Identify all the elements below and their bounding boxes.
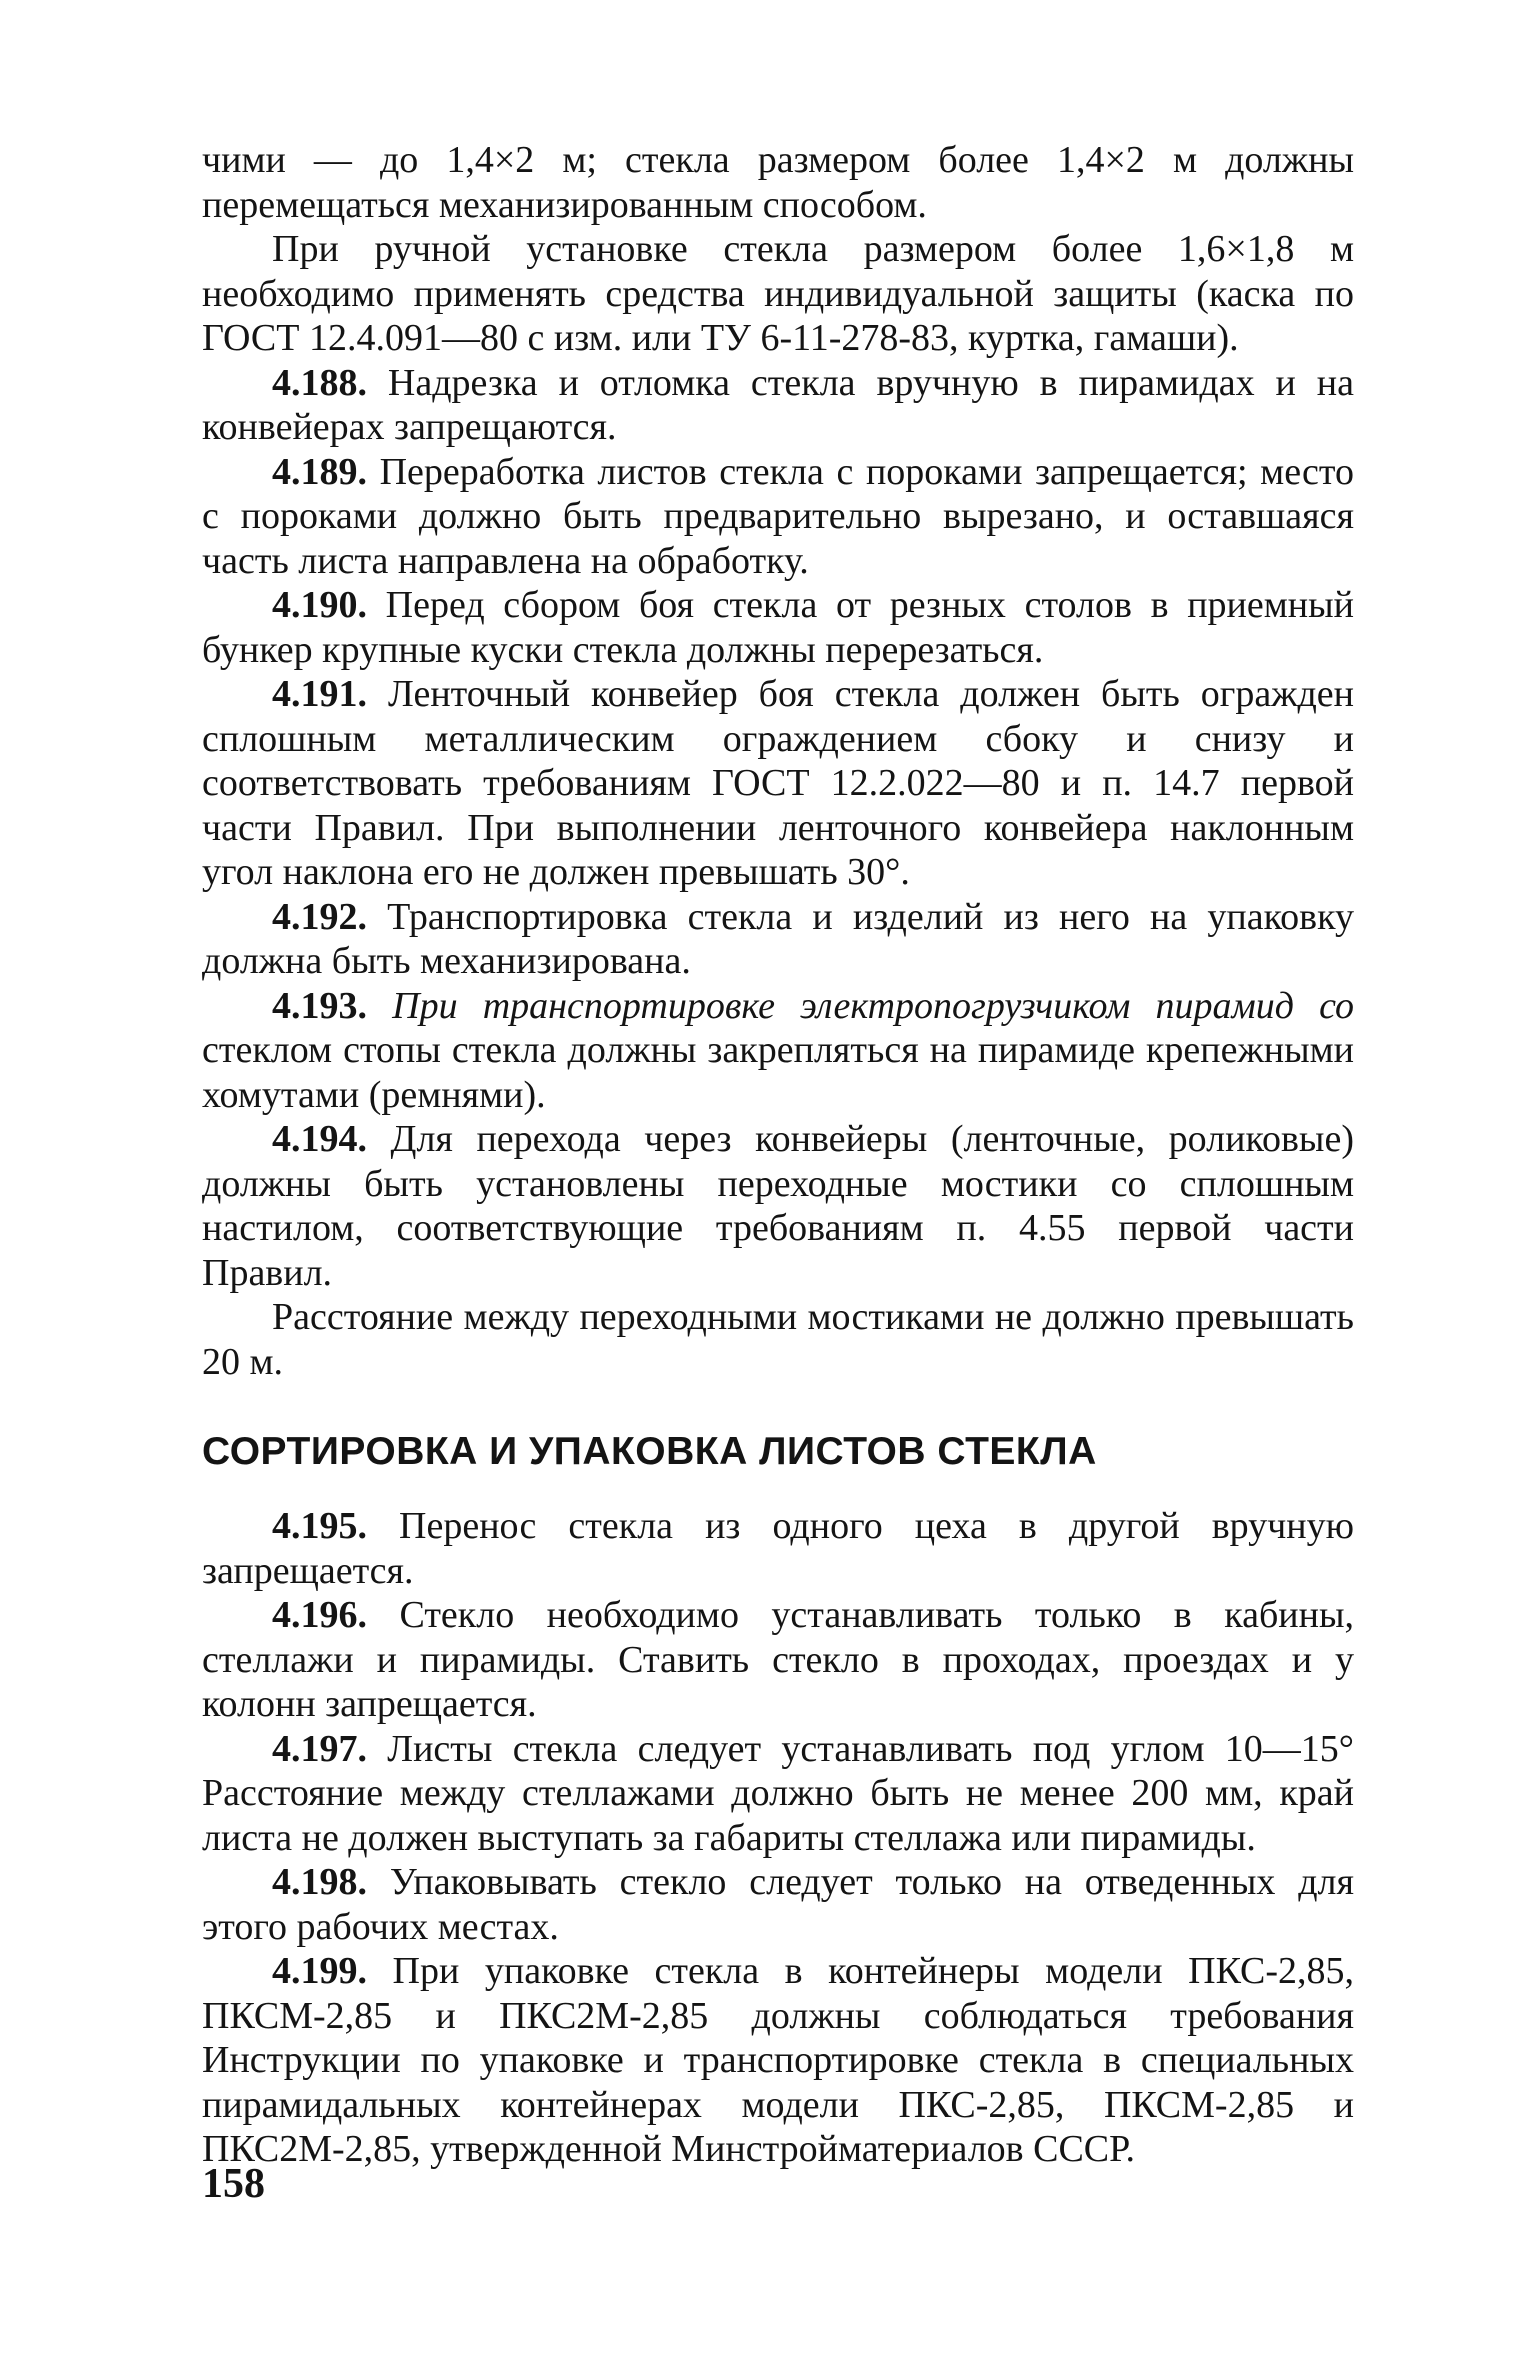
clause-number: 4.193. [272,984,367,1027]
clause-text: Перед сбором боя стекла от резных столов в приемный бункер крупные куски стекла должны перерезаться. [202,584,1354,671]
clause-number: 4.189. [272,450,367,493]
clause-4-195 [202,1504,1354,1593]
clause-number: 4.190. [272,584,367,626]
intro-paragraph-1: чими — до 1,4×2 м; стекла размером более 1,4×2 м должны перемещаться механизированным способом. [202,139,1354,226]
clause-italic-text: При транспортировке электропогрузчиком пирамид со [367,984,1354,1027]
clause-number: 4.188. [272,361,367,404]
clause-4-193 [202,984,1354,1118]
clause-text: Переработка листов стекла с пороками запрещается; место с пороками должно быть предварительно вырезано, и оставшаяся часть листа направлена на обработку. [202,450,1354,582]
clause-number: 4.199. [272,1950,367,1992]
clause-number: 4.194. [272,1118,367,1160]
clause-text: Транспортировка стекла и изделий из него на упаковку должна быть механизирована. [202,895,1354,982]
clause-4-192 [202,895,1354,984]
clause-number: 4.198. [272,1861,367,1903]
clause-4-188 [202,361,1354,450]
clause-text: Перенос стекла из одного цеха в другой вручную запрещается. [202,1505,1354,1592]
page-body [202,138,1354,2172]
clause-4-197 [202,1727,1354,1861]
clause-4-189 [202,450,1354,584]
clause-number: 4.197. [272,1727,367,1770]
page-number: 158 [202,2161,265,2207]
clause-text: Упаковывать стекло следует только на отведенных для этого рабочих местах. [202,1861,1354,1948]
clause-number: 4.191. [272,673,367,715]
clause-4-194 [202,1117,1354,1295]
clause-text: стеклом стопы стекла должны закрепляться на пирамиде крепежными хомутами (ремнями). [202,1029,1354,1116]
clause-number: 4.195. [272,1505,367,1547]
intro-paragraph-2: При ручной установке стекла размером более 1,6×1,8 м необходимо применять средства индивидуальной защиты (каска по ГОСТ 12.4.091—80 с изм. или ТУ 6-11-278-83, куртка, гамаши). [202,228,1354,359]
clause-4-198 [202,1860,1354,1949]
clause-text: Надрезка и отломка стекла вручную в пирамидах и на конвейерах запрещаются. [202,361,1354,448]
clause-4-194-continuation: Расстояние между переходными мостиками не должно превышать 20 м. [202,1296,1354,1383]
clause-number: 4.192. [272,895,367,938]
clause-text: При упаковке стекла в контейнеры модели ПКС-2,85, ПКСМ-2,85 и ПКС2М-2,85 должны соблюдаться требования Инструкции по упаковке и транспортировке стекла в специальных пирамидальных контейнерах модели ПКС-2,85, ПКСМ-2,85 и ПКС2М-2,85, утвержденной Минстройматериалов СССР. [202,1950,1354,2170]
clause-text: Ленточный конвейер боя стекла должен быть огражден сплошным металлическим ограждением сбоку и снизу и соответствовать требованиям ГОСТ 12.2.022—80 и п. 14.7 первой части Правил. При выполнении ленточного конвейера наклонным угол наклона его не должен превышать 30°. [202,673,1354,893]
clause-text: Для перехода через конвейеры (ленточные, роликовые) должны быть установлены переходные мостики со сплошным настилом, соответствующие требованиям п. 4.55 первой части Правил. [202,1118,1354,1294]
clause-4-196 [202,1593,1354,1727]
clause-4-190 [202,583,1354,672]
clause-text: Стекло необходимо устанавливать только в кабины, стеллажи и пирамиды. Ставить стекло в проходах, проездах и у колонн запрещается. [202,1594,1354,1725]
clause-text: Листы стекла следует устанавливать под углом 10—15° Расстояние между стеллажами должно быть не менее 200 мм, край листа не должен выступать за габариты стеллажа или пирамиды. [202,1727,1354,1859]
clause-4-199 [202,1949,1354,2172]
clause-4-191 [202,672,1354,895]
clause-number: 4.196. [272,1594,367,1636]
section-heading: СОРТИРОВКА И УПАКОВКА ЛИСТОВ СТЕКЛА [202,1430,1097,1473]
